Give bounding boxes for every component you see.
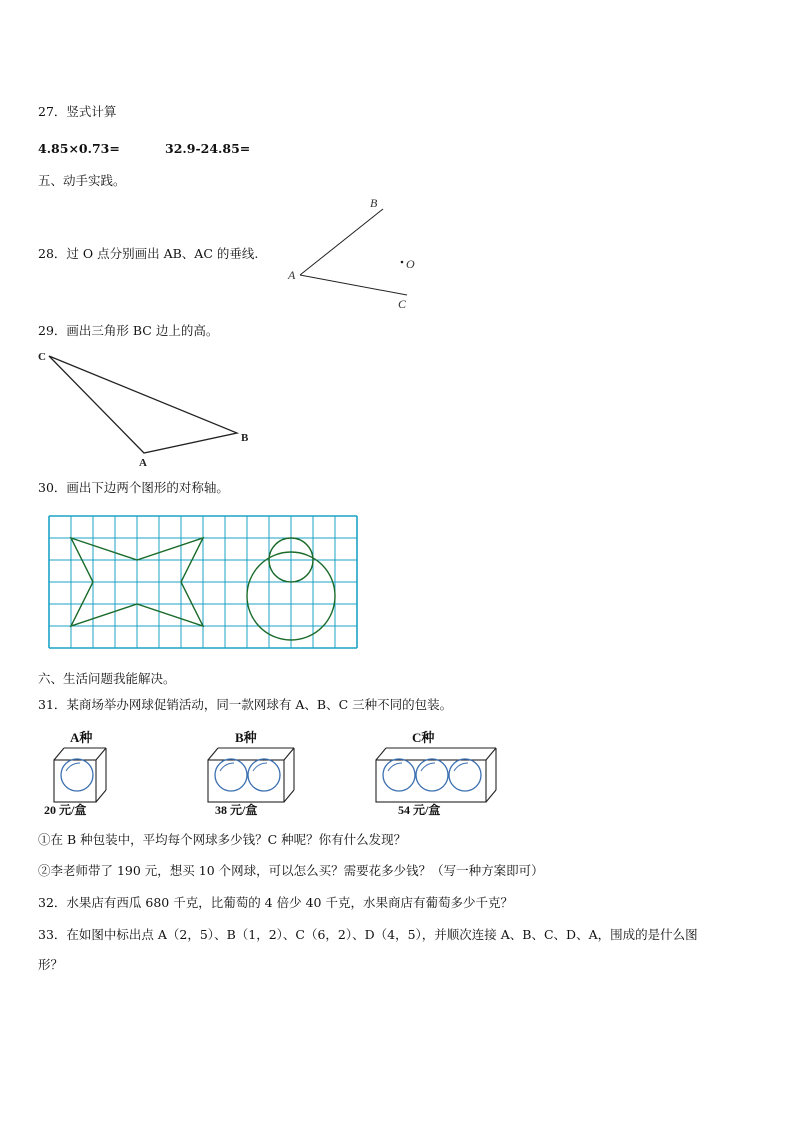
package-c xyxy=(376,730,496,817)
package-a-price: 20 元/盒 xyxy=(44,803,87,817)
tennis-ball xyxy=(215,759,247,791)
q29-triangle-figure xyxy=(30,345,260,470)
q31-packages-figure xyxy=(30,725,510,823)
point-o xyxy=(401,261,404,264)
q33-text-line-2: 形？ xyxy=(38,957,64,972)
q30-grid-figure xyxy=(49,516,361,650)
q31-subquestion-2: ②李老师带了 190 元，想买 10 个网球，可以怎么买？需要花多少钱？（写一种方案即可） xyxy=(38,863,544,878)
label-o: O xyxy=(406,257,415,271)
package-b xyxy=(208,730,294,817)
ray-ac xyxy=(300,275,407,295)
label-a: A xyxy=(139,457,147,469)
ray-ab xyxy=(300,209,383,275)
q30-text: 30．画出下边两个图形的对称轴。 xyxy=(38,480,229,495)
package-c-label: C种 xyxy=(412,730,435,745)
tennis-ball xyxy=(61,759,93,791)
package-a-label: A种 xyxy=(70,730,93,745)
package-c-price: 54 元/盒 xyxy=(398,803,441,817)
q33-text-line-1: 33．在如图中标出点 A（2，5）、B（1，2）、C（6，2）、D（4，5），并顺次连接 A、B、C、D、A，围成的是什么图 xyxy=(38,927,698,942)
q27-title: 27．竖式计算 xyxy=(38,104,117,119)
q28-text: 28．过 O 点分别画出 AB、AC 的垂线. xyxy=(38,246,259,261)
package-b-price: 38 元/盒 xyxy=(215,803,258,817)
section-6-heading: 六、生活问题我能解决。 xyxy=(38,671,176,686)
triangle-abc xyxy=(49,356,237,453)
label-b: B xyxy=(370,196,378,210)
package-b-label: B种 xyxy=(235,730,257,745)
label-c: C xyxy=(398,297,407,311)
package-a xyxy=(44,730,106,817)
tennis-ball xyxy=(449,759,481,791)
q31-subquestion-1: ①在 B 种包装中，平均每个网球多少钱？C 种呢？你有什么发现？ xyxy=(38,832,407,847)
label-a: A xyxy=(288,268,296,282)
section-5-heading: 五、动手实践。 xyxy=(38,173,126,188)
tennis-ball xyxy=(416,759,448,791)
q27-expression-1: 4.85×0.73= xyxy=(38,141,120,156)
q28-angle-figure xyxy=(280,192,430,316)
tennis-ball xyxy=(383,759,415,791)
tennis-ball xyxy=(248,759,280,791)
label-c: C xyxy=(38,351,46,363)
label-b: B xyxy=(241,432,249,444)
grid xyxy=(49,516,357,648)
q31-text: 31．某商场举办网球促销活动，同一款网球有 A、B、C 三种不同的包装。 xyxy=(38,697,453,712)
q29-text: 29．画出三角形 BC 边上的高。 xyxy=(38,323,219,338)
q27-expression-2: 32.9-24.85= xyxy=(165,141,251,156)
q32-text: 32．水果店有西瓜 680 千克，比葡萄的 4 倍少 40 千克，水果商店有葡萄多少千克？ xyxy=(38,895,513,910)
